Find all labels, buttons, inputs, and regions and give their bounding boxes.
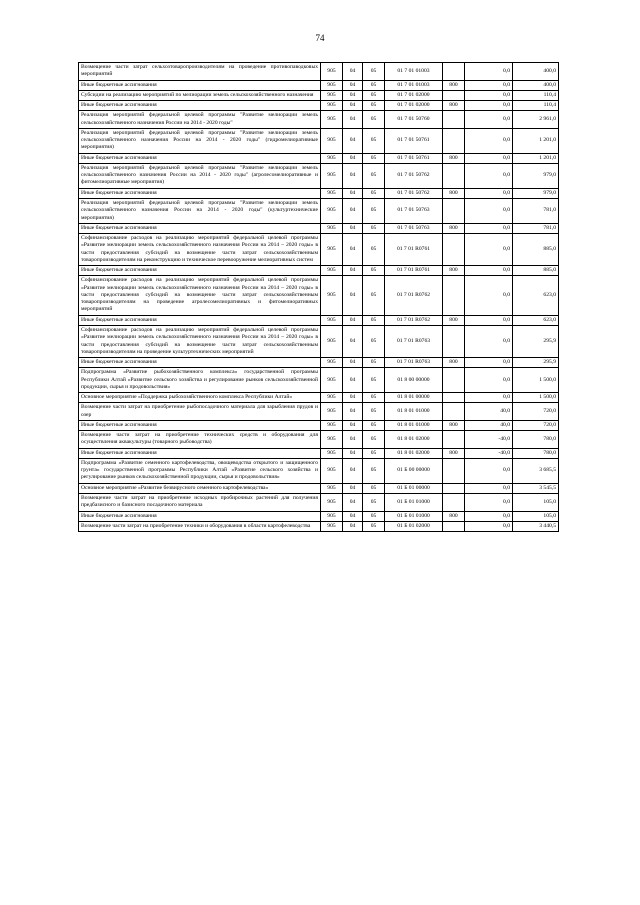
total-amount-cell: 3 440,5 [513,521,559,531]
total-amount-cell: 400,0 [513,63,559,81]
expense-type-cell: 800 [443,358,465,368]
change-amount-cell: 40,0 [465,403,513,421]
expense-name-cell: Иные бюджетные ассигнования [79,80,321,90]
target-article-cell: 01 8 01 02000 [385,448,443,458]
change-amount-cell: -40,0 [465,448,513,458]
table-row [79,266,559,276]
total-amount-cell: 400,0 [513,80,559,90]
change-amount-cell: 0,0 [465,80,513,90]
expense-type-cell [443,198,465,223]
target-article-cell: 01 7 01 02000 [385,101,443,111]
expense-name-cell: Подпрограмма «Развитие семенного картофелеводства, овощеводства открытого и защищенного грунта» государственной программы Республики Алтай «Развитие сельского хозяйства и регулирование рынков сельскохозяйственной продукции, сырья и продовольствия» [79,458,321,483]
expense-type-cell: 800 [443,223,465,233]
total-amount-cell: 110,4 [513,101,559,111]
subsection-code-cell: 05 [363,494,385,512]
expense-name-cell: Иные бюджетные ассигнования [79,153,321,163]
total-amount-cell: 1 500,0 [513,368,559,393]
expense-type-cell: 800 [443,448,465,458]
section-code-cell: 04 [343,448,363,458]
expense-type-cell [443,111,465,129]
section-code-cell: 04 [343,128,363,153]
section-code-cell: 04 [343,494,363,512]
subsection-code-cell: 05 [363,101,385,111]
expense-name-cell: Иные бюджетные ассигнования [79,315,321,325]
change-amount-cell: 0,0 [465,483,513,493]
total-amount-cell: 979,0 [513,188,559,198]
expense-name-cell: Иные бюджетные ассигнования [79,358,321,368]
total-amount-cell: 885,0 [513,234,559,266]
change-amount-cell: 0,0 [465,163,513,188]
section-code-cell: 04 [343,325,363,357]
page-number: 74 [315,33,325,43]
target-article-cell: 01 8 01 02000 [385,431,443,449]
section-code-cell: 04 [343,223,363,233]
total-amount-cell: 110,4 [513,90,559,100]
change-amount-cell: 0,0 [465,494,513,512]
change-amount-cell: 40,0 [465,420,513,430]
section-code-cell: 04 [343,521,363,531]
expense-name-cell: Возмещение части затрат сельхозтоваропроизводителям на проведение противопаводковых мероприятий [79,63,321,81]
change-amount-cell: 0,0 [465,325,513,357]
expense-name-cell: Возмещение части затрат на приобретение техники и оборудования в области картофелеводства [79,521,321,531]
target-article-cell: 01 Б 01 02000 [385,521,443,531]
table-row [79,128,559,153]
admin-code-cell: 905 [321,101,343,111]
subsection-code-cell: 05 [363,111,385,129]
target-article-cell: 01 7 01 50761 [385,128,443,153]
change-amount-cell: 0,0 [465,521,513,531]
total-amount-cell: 979,0 [513,163,559,188]
table-row [79,521,559,531]
admin-code-cell: 905 [321,128,343,153]
change-amount-cell: 0,0 [465,266,513,276]
expense-name-cell: Иные бюджетные ассигнования [79,511,321,521]
target-article-cell: 01 7 01 R0762 [385,276,443,315]
subsection-code-cell: 05 [363,420,385,430]
admin-code-cell: 905 [321,198,343,223]
total-amount-cell: 105,0 [513,511,559,521]
change-amount-cell: 0,0 [465,276,513,315]
target-article-cell: 01 7 01 50760 [385,111,443,129]
expense-type-cell [443,393,465,403]
subsection-code-cell: 05 [363,431,385,449]
section-code-cell: 04 [343,188,363,198]
section-code-cell: 04 [343,198,363,223]
change-amount-cell: 0,0 [465,90,513,100]
expense-name-cell: Реализация мероприятий федеральной целевой программы "Развитие мелиорации земель сельскохозяйственного назначения России на 2014 - 2020 годы" (агролесомелиоративные и фитомелиоративные мероприятия) [79,163,321,188]
target-article-cell: 01 7 01 01003 [385,80,443,90]
total-amount-cell: 295,9 [513,325,559,357]
subsection-code-cell: 05 [363,368,385,393]
total-amount-cell: 780,0 [513,448,559,458]
table-row [79,483,559,493]
admin-code-cell: 905 [321,188,343,198]
expense-name-cell: Иные бюджетные ассигнования [79,188,321,198]
admin-code-cell: 905 [321,315,343,325]
expense-type-cell [443,90,465,100]
change-amount-cell: 0,0 [465,368,513,393]
admin-code-cell: 905 [321,153,343,163]
expense-type-cell: 800 [443,511,465,521]
expense-type-cell: 800 [443,153,465,163]
table-row [79,448,559,458]
admin-code-cell: 905 [321,458,343,483]
expense-name-cell: Возмещение части затрат на приобретение рыбопосадочного материала для зарыбления прудов и озер [79,403,321,421]
target-article-cell: 01 7 01 R0761 [385,234,443,266]
subsection-code-cell: 05 [363,325,385,357]
table-row [79,511,559,521]
change-amount-cell: 0,0 [465,511,513,521]
change-amount-cell: 0,0 [465,101,513,111]
expense-name-cell: Иные бюджетные ассигнования [79,266,321,276]
subsection-code-cell: 05 [363,393,385,403]
expense-name-cell: Реализация мероприятий федеральной целевой программы "Развитие мелиорации земель сельскохозяйственного назначения России на 2014 - 2020 годы" [79,111,321,129]
total-amount-cell: 885,0 [513,266,559,276]
admin-code-cell: 905 [321,266,343,276]
expense-type-cell: 800 [443,188,465,198]
expense-type-cell [443,483,465,493]
section-code-cell: 04 [343,420,363,430]
subsection-code-cell: 05 [363,234,385,266]
subsection-code-cell: 05 [363,403,385,421]
table-row [79,325,559,357]
expense-type-cell: 800 [443,266,465,276]
expense-name-cell: Иные бюджетные ассигнования [79,448,321,458]
table-row [79,63,559,81]
total-amount-cell: 3 545,5 [513,483,559,493]
expense-name-cell: Возмещение части затрат на приобретение исходных пробирочных растений для получения предбазисного и базисного посадочного материала [79,494,321,512]
expense-name-cell: Основное мероприятие «Развитие безвирусного семенного картофелеводства» [79,483,321,493]
admin-code-cell: 905 [321,494,343,512]
subsection-code-cell: 05 [363,128,385,153]
target-article-cell: 01 Б 01 00000 [385,483,443,493]
admin-code-cell: 905 [321,448,343,458]
total-amount-cell: 2 961,0 [513,111,559,129]
expense-name-cell: Иные бюджетные ассигнования [79,101,321,111]
expense-type-cell [443,403,465,421]
expense-type-cell [443,234,465,266]
admin-code-cell: 905 [321,63,343,81]
section-code-cell: 04 [343,90,363,100]
expense-type-cell: 800 [443,315,465,325]
table-row [79,494,559,512]
change-amount-cell: 0,0 [465,234,513,266]
admin-code-cell: 905 [321,111,343,129]
expense-type-cell: 800 [443,420,465,430]
expense-name-cell: Основное мероприятие «Поддержка рыбохозяйственного комплекса Республики Алтай» [79,393,321,403]
table-row [79,163,559,188]
section-code-cell: 04 [343,368,363,393]
change-amount-cell: 0,0 [465,458,513,483]
section-code-cell: 04 [343,266,363,276]
expense-name-cell: Софинансирование расходов на реализацию мероприятий федеральной целевой программы «Развитие мелиорации земель сельскохозяйственного назначения России на 2014 – 2020 годы» в части предоставления субсидий на возмещение части затрат сельскохозяйственным товаропроизводителям на проведение агролесомелиоративных и фитомелиоративных мероприятий [79,276,321,315]
expense-type-cell [443,63,465,81]
subsection-code-cell: 05 [363,315,385,325]
total-amount-cell: 720,0 [513,403,559,421]
total-amount-cell: 623,0 [513,315,559,325]
table-row [79,111,559,129]
subsection-code-cell: 05 [363,223,385,233]
section-code-cell: 04 [343,358,363,368]
subsection-code-cell: 05 [363,266,385,276]
expense-type-cell [443,276,465,315]
subsection-code-cell: 05 [363,90,385,100]
section-code-cell: 04 [343,315,363,325]
expense-type-cell [443,431,465,449]
admin-code-cell: 905 [321,358,343,368]
total-amount-cell: 623,0 [513,276,559,315]
target-article-cell: 01 7 01 50763 [385,198,443,223]
total-amount-cell: 105,0 [513,494,559,512]
table-row [79,276,559,315]
admin-code-cell: 905 [321,368,343,393]
target-article-cell: 01 7 01 R0763 [385,325,443,357]
total-amount-cell: 781,0 [513,223,559,233]
expense-name-cell: Софинансирование расходов на реализацию мероприятий федеральной целевой программы «Развитие мелиорации земель сельскохозяйственного назначения России на 2014 – 2020 годы» в части предоставления субсидий на возмещение части затрат сельскохозяйственным товаропроизводителям на реконструкцию и техническое перевооружение мелиоративных систем [79,234,321,266]
expense-type-cell [443,163,465,188]
target-article-cell: 01 8 00 00000 [385,368,443,393]
admin-code-cell: 905 [321,403,343,421]
change-amount-cell: 0,0 [465,188,513,198]
change-amount-cell: 0,0 [465,223,513,233]
subsection-code-cell: 05 [363,198,385,223]
admin-code-cell: 905 [321,325,343,357]
subsection-code-cell: 05 [363,63,385,81]
admin-code-cell: 905 [321,80,343,90]
admin-code-cell: 905 [321,163,343,188]
subsection-code-cell: 05 [363,163,385,188]
change-amount-cell: 0,0 [465,393,513,403]
change-amount-cell: -40,0 [465,431,513,449]
admin-code-cell: 905 [321,393,343,403]
expense-type-cell: 800 [443,80,465,90]
target-article-cell: 01 8 01 01000 [385,420,443,430]
section-code-cell: 04 [343,153,363,163]
expense-name-cell: Софинансирование расходов на реализацию мероприятий федеральной целевой программы «Развитие мелиорации земель сельскохозяйственного назначения России на 2014 – 2020 годы» в части предоставления субсидий на возмещение части затрат сельскохозяйственным товаропроизводителям на проведение культуртехнических мероприятий [79,325,321,357]
total-amount-cell: 295,9 [513,358,559,368]
target-article-cell: 01 Б 01 01000 [385,494,443,512]
subsection-code-cell: 05 [363,276,385,315]
table-row [79,393,559,403]
target-article-cell: 01 7 01 50763 [385,223,443,233]
table-row [79,101,559,111]
table-row [79,420,559,430]
total-amount-cell: 1 500,0 [513,393,559,403]
subsection-code-cell: 05 [363,483,385,493]
change-amount-cell: 0,0 [465,111,513,129]
change-amount-cell: 0,0 [465,128,513,153]
expense-type-cell [443,521,465,531]
admin-code-cell: 905 [321,511,343,521]
section-code-cell: 04 [343,511,363,521]
table-row [79,234,559,266]
total-amount-cell: 1 201,0 [513,153,559,163]
expense-type-cell [443,128,465,153]
section-code-cell: 04 [343,101,363,111]
table-row [79,153,559,163]
table-row [79,358,559,368]
section-code-cell: 04 [343,458,363,483]
table-row [79,315,559,325]
admin-code-cell: 905 [321,431,343,449]
section-code-cell: 04 [343,63,363,81]
change-amount-cell: 0,0 [465,153,513,163]
subsection-code-cell: 05 [363,358,385,368]
target-article-cell: 01 7 01 02000 [385,90,443,100]
target-article-cell: 01 Б 01 01000 [385,511,443,521]
total-amount-cell: 781,0 [513,198,559,223]
admin-code-cell: 905 [321,483,343,493]
admin-code-cell: 905 [321,234,343,266]
expense-type-cell: 800 [443,101,465,111]
section-code-cell: 04 [343,111,363,129]
target-article-cell: 01 8 01 00000 [385,393,443,403]
table-row [79,431,559,449]
target-article-cell: 01 7 01 R0761 [385,266,443,276]
table-row [79,223,559,233]
change-amount-cell: 0,0 [465,63,513,81]
subsection-code-cell: 05 [363,153,385,163]
subsection-code-cell: 05 [363,80,385,90]
target-article-cell: 01 Б 00 00000 [385,458,443,483]
admin-code-cell: 905 [321,276,343,315]
target-article-cell: 01 7 01 R0762 [385,315,443,325]
expense-name-cell: Реализация мероприятий федеральной целевой программы "Развитие мелиорации земель сельскохозяйственного назначения России на 2014 - 2020 годы" (гидромелиоративные мероприятия) [79,128,321,153]
expense-type-cell [443,325,465,357]
table-row [79,198,559,223]
table-row [79,458,559,483]
target-article-cell: 01 8 01 01000 [385,403,443,421]
admin-code-cell: 905 [321,90,343,100]
subsection-code-cell: 05 [363,511,385,521]
section-code-cell: 04 [343,403,363,421]
section-code-cell: 04 [343,163,363,188]
expense-name-cell: Реализация мероприятий федеральной целевой программы "Развитие мелиорации земель сельскохозяйственного назначения России на 2014 - 2020 годы" (культуртехнические мероприятия) [79,198,321,223]
subsection-code-cell: 05 [363,188,385,198]
expense-type-cell [443,458,465,483]
subsection-code-cell: 05 [363,521,385,531]
table-row [79,403,559,421]
section-code-cell: 04 [343,276,363,315]
total-amount-cell: 3 685,5 [513,458,559,483]
change-amount-cell: 0,0 [465,315,513,325]
expense-type-cell [443,368,465,393]
admin-code-cell: 905 [321,420,343,430]
subsection-code-cell: 05 [363,448,385,458]
table-row [79,368,559,393]
table-row [79,188,559,198]
expense-name-cell: Субсидии на реализацию мероприятий по мелиорации земель сельскохозяйственного назначения [79,90,321,100]
expense-type-cell [443,494,465,512]
change-amount-cell: 0,0 [465,198,513,223]
change-amount-cell: 0,0 [465,358,513,368]
admin-code-cell: 905 [321,223,343,233]
target-article-cell: 01 7 01 R0763 [385,358,443,368]
target-article-cell: 01 7 01 50762 [385,163,443,188]
section-code-cell: 04 [343,80,363,90]
target-article-cell: 01 7 01 01003 [385,63,443,81]
total-amount-cell: 720,0 [513,420,559,430]
target-article-cell: 01 7 01 50762 [385,188,443,198]
expense-name-cell: Возмещение части затрат на приобретение технических средств и оборудования для осуществления аквакультуры (товарного рыбоводства) [79,431,321,449]
expense-name-cell: Иные бюджетные ассигнования [79,223,321,233]
section-code-cell: 04 [343,393,363,403]
admin-code-cell: 905 [321,521,343,531]
section-code-cell: 04 [343,234,363,266]
target-article-cell: 01 7 01 50761 [385,153,443,163]
section-code-cell: 04 [343,431,363,449]
section-code-cell: 04 [343,483,363,493]
expense-name-cell: Иные бюджетные ассигнования [79,420,321,430]
budget-table-body [79,63,559,532]
subsection-code-cell: 05 [363,458,385,483]
budget-table [78,62,559,532]
expense-name-cell: Подпрограмма «Развитие рыбохозяйственного комплекса» государственной программы Республики Алтай «Развитие сельского хозяйства и регулирование рынков сельскохозяйственной продукции, сырья и продовольствия» [79,368,321,393]
total-amount-cell: 780,0 [513,431,559,449]
total-amount-cell: 1 201,0 [513,128,559,153]
table-row [79,80,559,90]
table-row [79,90,559,100]
